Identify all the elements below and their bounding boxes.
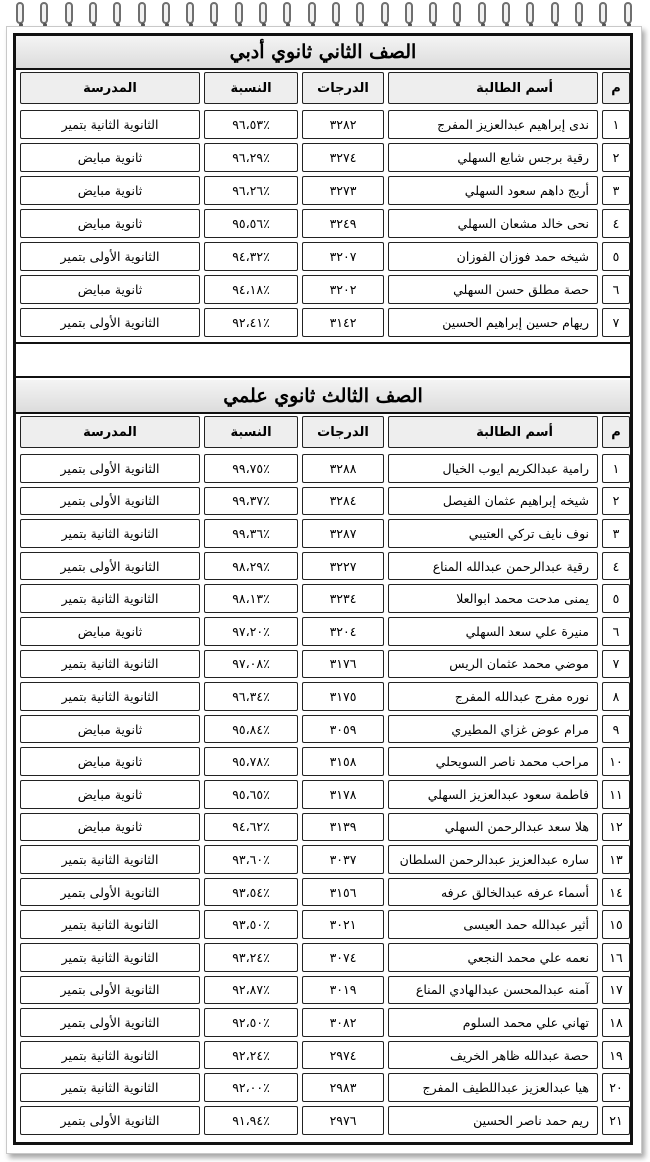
student-number: ٣ bbox=[602, 519, 630, 548]
table-row bbox=[16, 1006, 630, 1039]
student-percent: ٪٩٦،٥٣ bbox=[204, 110, 298, 139]
table-row bbox=[16, 778, 630, 811]
student-grade: ٣٢٨٧ bbox=[302, 519, 384, 548]
table-row bbox=[16, 811, 630, 844]
student-number: ١٧ bbox=[602, 976, 630, 1005]
binding-ring bbox=[356, 2, 364, 24]
table-row bbox=[16, 306, 630, 339]
student-name: نوره مفرج عبدالله المفرج bbox=[388, 682, 598, 711]
student-name: آمنه عبدالمحسن عبدالهادي المناع bbox=[388, 976, 598, 1005]
student-percent: ٪٩٥،٥٦ bbox=[204, 209, 298, 238]
student-number: ٥ bbox=[602, 584, 630, 613]
student-number: ٤ bbox=[602, 552, 630, 581]
table-row bbox=[16, 452, 630, 485]
student-percent: ٪٩٧،٠٨ bbox=[204, 650, 298, 679]
student-school: الثانوية الثانية بتمير bbox=[20, 1073, 200, 1102]
col-header-percent: النسبة bbox=[204, 72, 298, 104]
student-school: ثانوية مبايض bbox=[20, 143, 200, 172]
student-percent: ٪٩٨،٢٩ bbox=[204, 552, 298, 581]
table-row bbox=[16, 648, 630, 681]
table-row bbox=[16, 876, 630, 909]
student-name: نوف نايف تركي العتيبي bbox=[388, 519, 598, 548]
student-school: ثانوية مبايض bbox=[20, 780, 200, 809]
student-grade: ٣٢٠٧ bbox=[302, 242, 384, 271]
col-header-num: م bbox=[602, 72, 630, 104]
student-name: منيرة علي سعد السهلي bbox=[388, 617, 598, 646]
student-name: مراحب محمد ناصر السويحلي bbox=[388, 747, 598, 776]
student-name: أريج داهم سعود السهلي bbox=[388, 176, 598, 205]
student-percent: ٪٩١،٩٤ bbox=[204, 1106, 298, 1135]
student-percent: ٪٩٥،٨٤ bbox=[204, 715, 298, 744]
student-grade: ٣٢٨٤ bbox=[302, 487, 384, 516]
student-number: ١٣ bbox=[602, 845, 630, 874]
student-school: الثانوية الثانية بتمير bbox=[20, 519, 200, 548]
binding-ring bbox=[186, 2, 194, 24]
table-row bbox=[16, 1071, 630, 1104]
col-header-grade: الدرجات bbox=[302, 72, 384, 104]
student-percent: ٪٩٤،٣٢ bbox=[204, 242, 298, 271]
student-school: الثانوية الثانية بتمير bbox=[20, 650, 200, 679]
results-sheet bbox=[13, 33, 633, 1145]
binding-ring bbox=[599, 2, 607, 24]
col-header-school: المدرسة bbox=[20, 416, 200, 448]
binding-ring bbox=[40, 2, 48, 24]
student-name: رقية عبدالرحمن عبدالله المناع bbox=[388, 552, 598, 581]
student-percent: ٪٩٤،٦٢ bbox=[204, 813, 298, 842]
student-name: هلا سعد عبدالرحمن السهلي bbox=[388, 813, 598, 842]
student-number: ٥ bbox=[602, 242, 630, 271]
binding-ring bbox=[113, 2, 121, 24]
student-name: حصة مطلق حسن السهلي bbox=[388, 275, 598, 304]
table-row bbox=[16, 615, 630, 648]
binding-ring bbox=[16, 2, 24, 24]
table-row bbox=[16, 745, 630, 778]
student-school: الثانوية الثانية بتمير bbox=[20, 943, 200, 972]
student-name: تهاني علي محمد السلوم bbox=[388, 1008, 598, 1037]
col-header-name: أسم الطالبة bbox=[388, 72, 598, 104]
binding-ring bbox=[138, 2, 146, 24]
student-school: الثانوية الأولى بتمير bbox=[20, 1008, 200, 1037]
table-row bbox=[16, 273, 630, 306]
student-name: ريم حمد ناصر الحسين bbox=[388, 1106, 598, 1135]
binding-ring bbox=[381, 2, 389, 24]
student-grade: ٣٢٠٤ bbox=[302, 617, 384, 646]
binding-ring bbox=[210, 2, 218, 24]
binding-ring bbox=[526, 2, 534, 24]
student-percent: ٪٩٦،٣٤ bbox=[204, 682, 298, 711]
col-header-name: أسم الطالبة bbox=[388, 416, 598, 448]
student-number: ٧ bbox=[602, 308, 630, 337]
student-number: ١١ bbox=[602, 780, 630, 809]
student-school: ثانوية مبايض bbox=[20, 747, 200, 776]
binding-ring bbox=[308, 2, 316, 24]
table-row bbox=[16, 108, 630, 141]
student-number: ١ bbox=[602, 110, 630, 139]
binding-ring bbox=[575, 2, 583, 24]
student-grade: ٢٩٧٤ bbox=[302, 1041, 384, 1070]
student-percent: ٪٩٥،٧٨ bbox=[204, 747, 298, 776]
student-percent: ٪٩٩،٣٦ bbox=[204, 519, 298, 548]
table-row bbox=[16, 207, 630, 240]
binding-ring bbox=[478, 2, 486, 24]
student-grade: ٣١٧٨ bbox=[302, 780, 384, 809]
student-school: الثانوية الأولى بتمير bbox=[20, 308, 200, 337]
student-school: الثانوية الأولى بتمير bbox=[20, 242, 200, 271]
student-number: ١٠ bbox=[602, 747, 630, 776]
binding-ring bbox=[551, 2, 559, 24]
student-school: ثانوية مبايض bbox=[20, 176, 200, 205]
student-school: الثانوية الأولى بتمير bbox=[20, 552, 200, 581]
student-name: نعمه علي محمد النجعي bbox=[388, 943, 598, 972]
student-percent: ٪٩٢،٥٠ bbox=[204, 1008, 298, 1037]
binding-ring bbox=[283, 2, 291, 24]
student-percent: ٪٩٣،٥٤ bbox=[204, 878, 298, 907]
student-school: الثانوية الثانية بتمير bbox=[20, 584, 200, 613]
student-school: الثانوية الأولى بتمير bbox=[20, 878, 200, 907]
student-name: أسماء عرفه عبدالخالق عرفه bbox=[388, 878, 598, 907]
student-name: فاطمة سعود عبدالعزيز السهلي bbox=[388, 780, 598, 809]
binding-ring bbox=[502, 2, 510, 24]
header-row-scientific bbox=[16, 416, 630, 448]
student-percent: ٪٩٣،٢٤ bbox=[204, 943, 298, 972]
header-row-literary bbox=[16, 72, 630, 104]
binding-ring bbox=[235, 2, 243, 24]
student-percent: ٪٩٩،٣٧ bbox=[204, 487, 298, 516]
student-number: ١٨ bbox=[602, 1008, 630, 1037]
student-number: ٨ bbox=[602, 682, 630, 711]
student-school: ثانوية مبايض bbox=[20, 275, 200, 304]
student-grade: ٣٠٧٤ bbox=[302, 943, 384, 972]
student-name: حصة عبدالله ظاهر الخريف bbox=[388, 1041, 598, 1070]
student-grade: ٣٢٤٩ bbox=[302, 209, 384, 238]
student-percent: ٪٩٢،٢٤ bbox=[204, 1041, 298, 1070]
student-percent: ٪٩٣،٦٠ bbox=[204, 845, 298, 874]
student-name: موضي محمد عثمان الريس bbox=[388, 650, 598, 679]
student-grade: ٣١٣٩ bbox=[302, 813, 384, 842]
student-school: الثانوية الأولى بتمير bbox=[20, 976, 200, 1005]
student-number: ٢٠ bbox=[602, 1073, 630, 1102]
student-number: ١٢ bbox=[602, 813, 630, 842]
table-row bbox=[16, 974, 630, 1007]
student-percent: ٪٩٧،٢٠ bbox=[204, 617, 298, 646]
student-number: ٢ bbox=[602, 143, 630, 172]
student-name: مرام عوض غزاي المطيري bbox=[388, 715, 598, 744]
table-row bbox=[16, 941, 630, 974]
binding-ring bbox=[259, 2, 267, 24]
student-name: رامية عبدالكريم ايوب الخيال bbox=[388, 454, 598, 483]
section-title-literary: الصف الثاني ثانوي أدبي bbox=[16, 36, 630, 70]
col-header-num: م bbox=[602, 416, 630, 448]
table-row bbox=[16, 1039, 630, 1072]
student-number: ٩ bbox=[602, 715, 630, 744]
student-grade: ٣١٤٢ bbox=[302, 308, 384, 337]
student-school: ثانوية مبايض bbox=[20, 813, 200, 842]
student-name: شيخه حمد فوزان الفوزان bbox=[388, 242, 598, 271]
student-name: ندى إبراهيم عبدالعزيز المفرج bbox=[388, 110, 598, 139]
student-school: الثانوية الثانية بتمير bbox=[20, 682, 200, 711]
student-name: ريهام حسين إبراهيم الحسين bbox=[388, 308, 598, 337]
student-school: ثانوية مبايض bbox=[20, 209, 200, 238]
binding-ring bbox=[332, 2, 340, 24]
student-grade: ٣٢٣٤ bbox=[302, 584, 384, 613]
student-grade: ٣٠٣٧ bbox=[302, 845, 384, 874]
table-row bbox=[16, 843, 630, 876]
col-header-percent: النسبة bbox=[204, 416, 298, 448]
student-number: ٦ bbox=[602, 275, 630, 304]
table-row bbox=[16, 517, 630, 550]
student-number: ١ bbox=[602, 454, 630, 483]
table-row bbox=[16, 174, 630, 207]
student-grade: ٣١٧٥ bbox=[302, 682, 384, 711]
student-grade: ٢٩٨٣ bbox=[302, 1073, 384, 1102]
table-row bbox=[16, 485, 630, 518]
student-number: ١٦ bbox=[602, 943, 630, 972]
student-grade: ٣٠٥٩ bbox=[302, 715, 384, 744]
table-row bbox=[16, 908, 630, 941]
student-school: الثانوية الأولى بتمير bbox=[20, 487, 200, 516]
student-school: الثانوية الثانية بتمير bbox=[20, 110, 200, 139]
binding-ring bbox=[405, 2, 413, 24]
table-row bbox=[16, 141, 630, 174]
section-divider bbox=[16, 342, 630, 378]
student-percent: ٪٩٨،١٣ bbox=[204, 584, 298, 613]
student-number: ٢١ bbox=[602, 1106, 630, 1135]
student-grade: ٣٠٢١ bbox=[302, 910, 384, 939]
student-percent: ٪٩٣،٥٠ bbox=[204, 910, 298, 939]
student-name: هيا عبدالعزيز عبداللطيف المفرج bbox=[388, 1073, 598, 1102]
col-header-grade: الدرجات bbox=[302, 416, 384, 448]
student-percent: ٪٩٦،٢٩ bbox=[204, 143, 298, 172]
student-name: أثير عبدالله حمد العيسى bbox=[388, 910, 598, 939]
student-name: شيخه إبراهيم عثمان الفيصل bbox=[388, 487, 598, 516]
student-grade: ٢٩٧٦ bbox=[302, 1106, 384, 1135]
student-name: نحى خالد مشعان السهلي bbox=[388, 209, 598, 238]
student-name: رقية برجس شايع السهلي bbox=[388, 143, 598, 172]
student-percent: ٪٩٩،٧٥ bbox=[204, 454, 298, 483]
student-grade: ٣٢٧٣ bbox=[302, 176, 384, 205]
student-number: ٧ bbox=[602, 650, 630, 679]
student-percent: ٪٩٦،٢٦ bbox=[204, 176, 298, 205]
student-grade: ٣١٥٦ bbox=[302, 878, 384, 907]
student-number: ٣ bbox=[602, 176, 630, 205]
student-school: ثانوية مبايض bbox=[20, 617, 200, 646]
student-name: يمنى مدحت محمد ابوالعلا bbox=[388, 584, 598, 613]
student-name: ساره عبدالعزيز عبدالرحمن السلطان bbox=[388, 845, 598, 874]
student-school: الثانوية الثانية بتمير bbox=[20, 845, 200, 874]
student-number: ٤ bbox=[602, 209, 630, 238]
student-grade: ٣٠١٩ bbox=[302, 976, 384, 1005]
table-row bbox=[16, 1104, 630, 1137]
student-percent: ٪٩٢،٠٠ bbox=[204, 1073, 298, 1102]
binding-ring bbox=[429, 2, 437, 24]
student-school: الثانوية الثانية بتمير bbox=[20, 1041, 200, 1070]
table-row bbox=[16, 582, 630, 615]
student-number: ١٥ bbox=[602, 910, 630, 939]
section-title-scientific: الصف الثالث ثانوي علمي bbox=[16, 380, 630, 414]
student-school: الثانوية الأولى بتمير bbox=[20, 1106, 200, 1135]
student-grade: ٣١٥٨ bbox=[302, 747, 384, 776]
student-number: ١٩ bbox=[602, 1041, 630, 1070]
student-percent: ٪٩٢،٨٧ bbox=[204, 976, 298, 1005]
binding-ring bbox=[624, 2, 632, 24]
binding-ring bbox=[65, 2, 73, 24]
student-school: الثانوية الأولى بتمير bbox=[20, 454, 200, 483]
student-percent: ٪٩٥،٦٥ bbox=[204, 780, 298, 809]
student-school: الثانوية الثانية بتمير bbox=[20, 910, 200, 939]
table-row bbox=[16, 680, 630, 713]
student-number: ٦ bbox=[602, 617, 630, 646]
student-number: ١٤ bbox=[602, 878, 630, 907]
binding-ring bbox=[89, 2, 97, 24]
student-grade: ٣٢٠٢ bbox=[302, 275, 384, 304]
student-number: ٢ bbox=[602, 487, 630, 516]
student-grade: ٣٢٧٤ bbox=[302, 143, 384, 172]
student-percent: ٪٩٢،٤١ bbox=[204, 308, 298, 337]
student-grade: ٣١٧٦ bbox=[302, 650, 384, 679]
student-grade: ٣٢٨٨ bbox=[302, 454, 384, 483]
student-school: ثانوية مبايض bbox=[20, 715, 200, 744]
student-grade: ٣٠٨٢ bbox=[302, 1008, 384, 1037]
student-grade: ٣٢٨٢ bbox=[302, 110, 384, 139]
table-row bbox=[16, 550, 630, 583]
table-row bbox=[16, 713, 630, 746]
student-grade: ٣٢٢٧ bbox=[302, 552, 384, 581]
table-row bbox=[16, 240, 630, 273]
binding-ring bbox=[453, 2, 461, 24]
student-percent: ٪٩٤،١٨ bbox=[204, 275, 298, 304]
col-header-school: المدرسة bbox=[20, 72, 200, 104]
binding-ring bbox=[162, 2, 170, 24]
